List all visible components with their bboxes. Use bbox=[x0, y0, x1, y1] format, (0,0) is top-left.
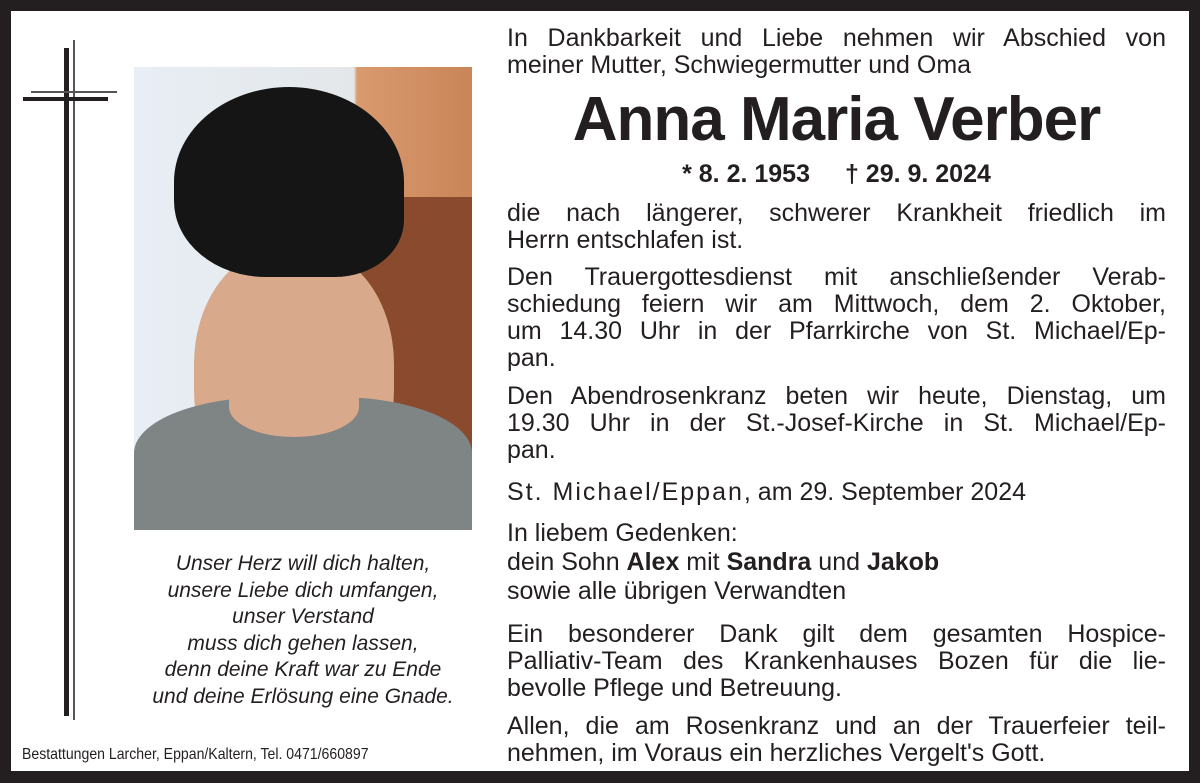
text-line: Den Trauergottesdienst mit anschließender Verab- bbox=[507, 263, 1166, 291]
life-dates bbox=[507, 160, 1166, 189]
poem-line: unser Verstand bbox=[232, 605, 374, 628]
partner-name: Sandra bbox=[726, 548, 812, 576]
text-line: bevolle Pflege und Betreuung. bbox=[507, 674, 842, 702]
poem-line: Unser Herz will dich halten, bbox=[175, 552, 431, 575]
funeral-home-footer: Bestattungen Larcher, Eppan/Kaltern, Tel. 0471/660897 bbox=[22, 746, 369, 763]
text-line: Herrn entschlafen ist. bbox=[507, 226, 744, 254]
obituary-notice bbox=[11, 11, 1189, 771]
poem-line: muss dich gehen lassen, bbox=[187, 631, 419, 655]
grandchild-name: Jakob bbox=[866, 548, 940, 576]
mourners-family bbox=[507, 548, 1166, 577]
text-line: 19.30 Uhr in der St.-Josef-Kirche in St. Michael/Ep- bbox=[507, 409, 1166, 437]
text-line: nehmen, im Voraus ein herzliches Vergelt's Gott. bbox=[507, 739, 1046, 767]
text: dein Sohn bbox=[507, 548, 627, 576]
intro-line: In Dankbarkeit und Liebe nehmen wir Abschied von bbox=[507, 24, 1166, 52]
intro bbox=[507, 25, 1166, 79]
text-line: pan. bbox=[507, 344, 556, 372]
poem bbox=[123, 551, 483, 710]
place: St. Michael/Eppan bbox=[507, 478, 744, 506]
portrait-photo bbox=[134, 67, 472, 530]
text: und bbox=[811, 548, 867, 576]
paragraph-gratitude bbox=[507, 713, 1166, 767]
text-line: schiedung feiern wir am Mittwoch, dem 2. Oktober, bbox=[507, 290, 1166, 318]
place-date bbox=[507, 479, 1166, 506]
paragraph-funeral-service bbox=[507, 264, 1166, 372]
son-name: Alex bbox=[626, 548, 680, 576]
intro-line: meiner Mutter, Schwiegermutter und Oma bbox=[507, 51, 972, 79]
text-line: pan. bbox=[507, 436, 556, 464]
poem-line: unsere Liebe dich umfangen, bbox=[167, 578, 439, 602]
poem-line: und deine Erlösung eine Gnade. bbox=[152, 684, 454, 708]
birth-date: * 8. 2. 1953 bbox=[682, 160, 810, 188]
paragraph-rosary bbox=[507, 383, 1166, 464]
date: , am 29. September 2024 bbox=[743, 478, 1027, 506]
poem-line: denn deine Kraft war zu Ende bbox=[164, 658, 442, 681]
text-line: Ein besonderer Dank gilt dem gesamten Hospice- bbox=[507, 620, 1166, 648]
mourners-relatives: sowie alle übrigen Verwandten bbox=[507, 577, 847, 605]
text-line: um 14.30 Uhr in der Pfarrkirche von St. Michael/Ep- bbox=[507, 317, 1166, 345]
text-line: Allen, die am Rosenkranz und an der Trauerfeier teil- bbox=[507, 712, 1166, 740]
text: mit bbox=[679, 548, 727, 576]
text-line: Palliativ-Team des Krankenhauses Bozen für die lie- bbox=[507, 647, 1166, 675]
deceased-name: Anna Maria Verber bbox=[572, 85, 1101, 154]
death-date: † 29. 9. 2024 bbox=[844, 160, 991, 188]
paragraph-thanks bbox=[507, 621, 1166, 702]
mourners bbox=[507, 519, 1166, 606]
paragraph-death bbox=[507, 200, 1166, 254]
text-line: die nach längerer, schwerer Krankheit friedlich im bbox=[507, 199, 1166, 227]
mourners-title: In liebem Gedenken: bbox=[507, 519, 738, 547]
text-line: Den Abendrosenkranz beten wir heute, Dienstag, um bbox=[507, 382, 1166, 410]
